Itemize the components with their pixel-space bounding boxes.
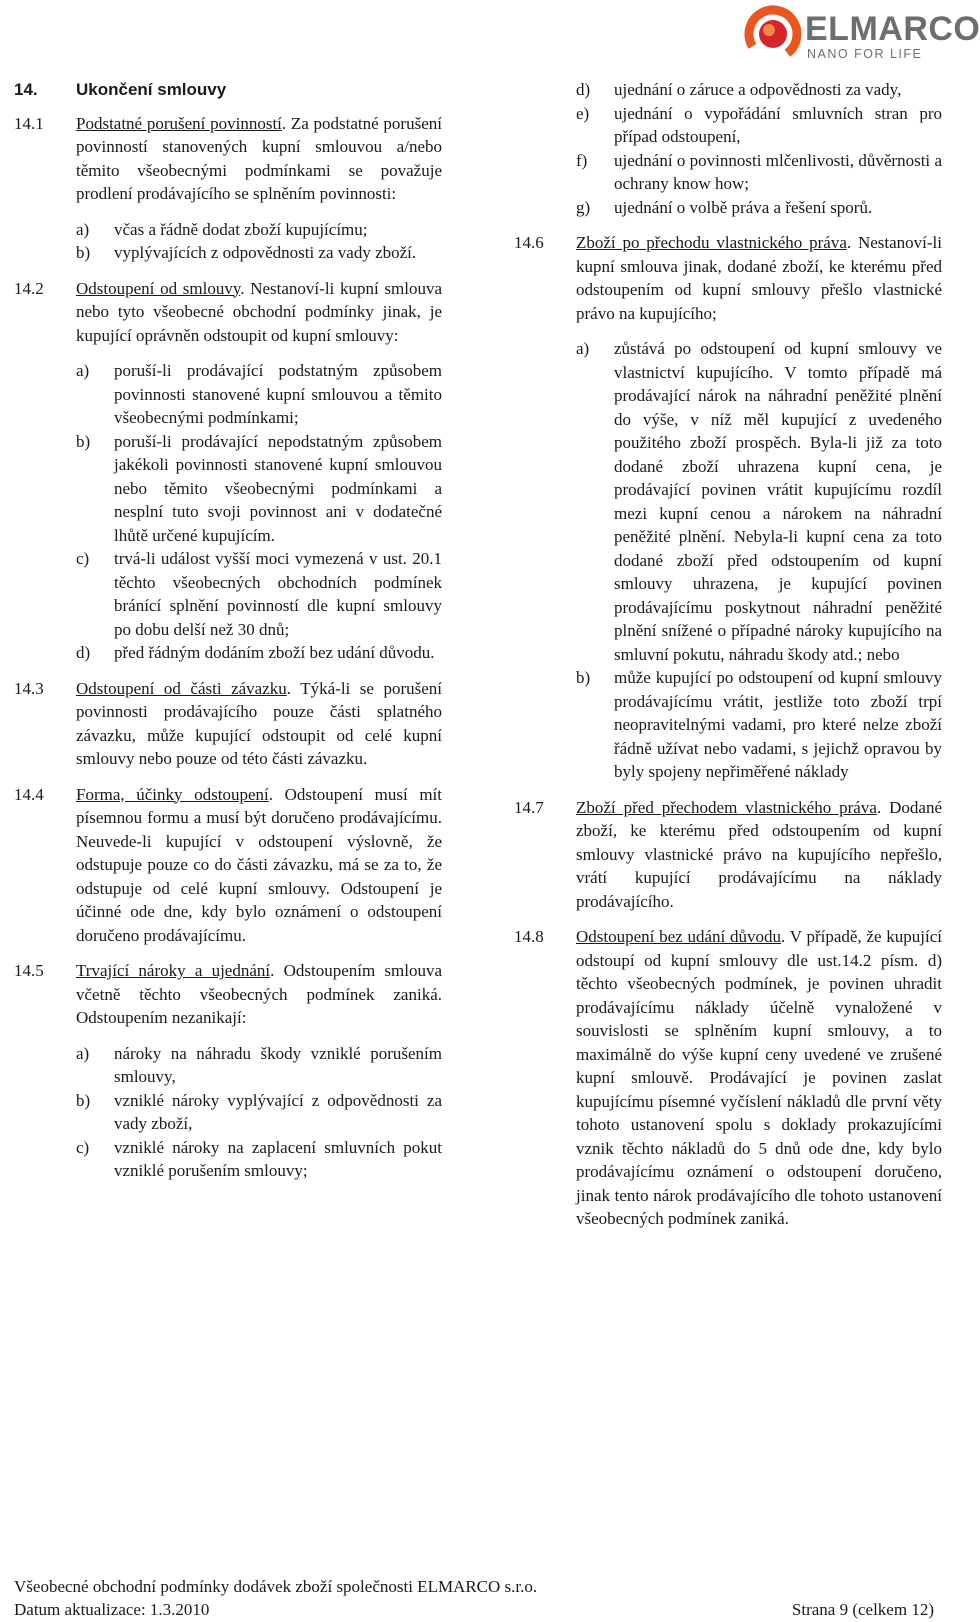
list-item: [76, 641, 442, 665]
page-footer: [14, 1575, 934, 1621]
list-item: [76, 1089, 442, 1136]
footer-page-number: Strana 9 (celkem 12): [791, 1600, 934, 1619]
item-letter: c): [76, 549, 90, 568]
item-letter: a): [76, 1043, 90, 1063]
clause-text: . Nestanoví-li kupní smlouva nebo tyto všeobecné obchodní podmínky jinak, je kupující oprávněn odstoupit od kupní smlouvy:: [76, 278, 443, 345]
item-letter: d): [76, 643, 91, 662]
logo-tagline: NANO FOR LIFE: [807, 47, 923, 61]
clause-number: 14.6: [514, 233, 544, 252]
list-item: [576, 78, 942, 102]
footer-row: [14, 1598, 934, 1621]
clause-title: Zboží po přechodu vlastnického práva: [576, 233, 847, 252]
list-item: [576, 149, 942, 196]
item-letter: c): [76, 1137, 90, 1157]
clause-number: 14.4: [14, 784, 44, 804]
item-letter: a): [576, 339, 590, 358]
item-letter: a): [76, 361, 90, 380]
clause-14-2-list: [76, 359, 442, 665]
footer-document-title: Všeobecné obchodní podmínky dodávek zboží společnosti ELMARCO s.r.o.: [14, 1577, 538, 1596]
list-item: [76, 359, 442, 430]
item-text: poruší-li prodávající podstatným způsobem povinnosti stanovené kupní smlouvou a těmito všeobecnými podmínkami;: [114, 361, 442, 427]
clause-text: . Odstoupení musí mít písemnou formu a musí být doručeno prodávajícímu. Neuvede-li kupující v odstoupení výslovně, že odstupuje pouze co do části závazku, má se za to, že odstupuje od celé kupní smlouvy. Odstoupení je účinné ode dne, kdy bylo oznámení o odstoupení doručeno prodávajícímu.: [76, 784, 442, 945]
list-item: [576, 102, 942, 149]
clause-14-1: [14, 112, 442, 206]
logo-brand-text: ELMARCO: [805, 10, 980, 48]
list-item: [576, 666, 942, 784]
section-heading: [14, 78, 442, 102]
item-letter: e): [576, 103, 590, 123]
clause-text: . Týká-li se porušení povinnosti prodávajícího pouze části splatného závazku, může kupující odstoupit od celé kupní smlouvy nebo pouze od této části závazku.: [76, 678, 442, 768]
item-text: ujednání o vypořádání smluvních stran pro případ odstoupení,: [614, 103, 942, 146]
clause-body: [576, 231, 942, 325]
list-item: [576, 196, 942, 220]
right-column: [514, 78, 942, 1243]
clause-14-8: [514, 925, 942, 1231]
item-text: ujednání o záruce a odpovědnosti za vady,: [614, 80, 902, 99]
list-item: [76, 218, 442, 242]
item-letter: a): [76, 219, 90, 239]
list-item: [76, 547, 442, 641]
item-text: trvá-li událost vyšší moci vymezená v ust. 20.1 těchto všeobecných obchodních podmínek bránící splnění povinností dle kupní smlouvy po dobu delší než 30 dnů;: [114, 549, 442, 639]
item-text: zůstává po odstoupení od kupní smlouvy ve vlastnictví kupujícího. V tomto případě má prodávající nárok na náhradní peněžité plnění do výše, v níž měl kupující z uvedeného použitého zboží prospěch. Byla-li již za toto dodané zboží uhrazena kupní cena, je prodávající povinen vrátit kupujícímu rozdíl mezi kupní cenou a nárokem na náhradní peněžité plnění. Nebyla-li kupní cena za toto dodané zboží před odstoupením od kupní smlouvy uhrazena, je kupující povinen prodávajícímu poskytnout náhradní peněžité plnění snížené o případné nároky kupujícího na smluvní pokutu, náhradu škody atd.; nebo: [614, 339, 942, 664]
item-letter: b): [76, 431, 91, 451]
clause-title: Forma, účinky odstoupení: [76, 784, 269, 804]
item-text: ujednání o povinnosti mlčenlivosti, důvěrnosti a ochrany know how;: [614, 150, 942, 193]
section-heading-title: Ukončení smlouvy: [76, 80, 227, 99]
item-text: vzniklé nároky na zaplacení smluvních pokut vzniklé porušením smlouvy;: [114, 1137, 442, 1180]
section-heading-number: 14.: [14, 80, 38, 99]
list-item: [76, 241, 442, 265]
item-text: poruší-li prodávající nepodstatným způsobem jakékoli povinnosti stanovené kupní smlouvou nebo těmito všeobecnými podmínkami a nesplní tuto svoji povinnost ani v dodatečné lhůtě určené kupujícím.: [114, 431, 442, 545]
clause-body: [76, 677, 442, 771]
clause-14-3: [14, 677, 442, 771]
clause-14-2: [14, 277, 442, 348]
clause-body: [76, 783, 442, 948]
clause-body: [76, 112, 442, 206]
list-item: [576, 337, 942, 666]
left-column: [14, 78, 442, 1195]
clause-title: Zboží před přechodem vlastnického práva: [576, 797, 877, 817]
clause-title: Odstoupení od smlouvy: [76, 278, 241, 298]
clause-body: [76, 959, 442, 1030]
clause-title: Odstoupení od části závazku: [76, 678, 287, 698]
clause-text: . Dodané zboží, ke kterému před odstoupením od kupní smlouvy vlastnické právo na kupujícího nepřešlo, vrátí kupující prodávajícímu na náklady prodávajícího.: [576, 797, 942, 911]
clause-14-5-list-continued: [576, 78, 942, 219]
clause-body: [576, 796, 942, 914]
item-letter: g): [576, 197, 591, 217]
item-text: nároky na náhradu škody vzniklé porušením smlouvy,: [114, 1043, 442, 1086]
clause-14-6: [514, 231, 942, 325]
list-item: [76, 1136, 442, 1183]
clause-number: 14.7: [514, 797, 544, 817]
clause-14-6-list: [576, 337, 942, 784]
clause-number: 14.1: [14, 113, 44, 133]
clause-number: 14.3: [14, 678, 44, 698]
clause-14-7: [514, 796, 942, 914]
item-text: před řádným dodáním zboží bez udání důvodu.: [114, 643, 435, 662]
clause-14-4: [14, 783, 442, 948]
list-item: [76, 1042, 442, 1089]
item-letter: f): [576, 150, 588, 170]
clause-body: [576, 925, 942, 1231]
item-text: vzniklé nároky vyplývající z odpovědnosti za vady zboží,: [114, 1090, 442, 1133]
item-text: ujednání o volbě práva a řešení sporů.: [614, 197, 873, 217]
item-letter: b): [76, 1090, 91, 1110]
company-logo: [745, 6, 980, 64]
elmarco-logo-mark-icon: [745, 6, 803, 62]
item-letter: b): [576, 668, 591, 687]
item-text: může kupující po odstoupení od kupní smlouvy prodávajícímu vrátit, jestliže toto zboží trpí neopravitelnými vadami, pro které nelze zboží řádně užívat nebo vadami, s jejichž opravou by byly spojeny nepřiměřené náklady: [614, 668, 942, 781]
clause-number: 14.8: [514, 927, 544, 946]
item-text: včas a řádně dodat zboží kupujícímu;: [114, 219, 368, 239]
clause-14-5-list: [76, 1042, 442, 1183]
footer-update-date: Datum aktualizace: 1.3.2010: [14, 1600, 210, 1619]
item-text: vyplývajících z odpovědnosti za vady zboží.: [114, 243, 417, 262]
clause-number: 14.5: [14, 961, 44, 980]
item-letter: d): [576, 80, 591, 99]
clause-title: Podstatné porušení povinností: [76, 113, 282, 133]
list-item: [76, 430, 442, 548]
clause-14-5: [14, 959, 442, 1030]
clause-text: . V případě, že kupující odstoupí od kupní smlouvy dle ust.14.2 písm. d) těchto všeobecných podmínek, je povinen uhradit prodávajícímu náklady účelně vynaložené v souvislosti se splněním kupní smlouvy, a to maximálně do výše kupní ceny uvedené ve zrušené kupní smlouvě. Prodávající je povinen zaslat kupujícímu písemné vyčíslení nákladů dle první věty tohoto ustanovení spolu s doklady prokazujícími vznik těchto nákladů do 5 dnů ode dne, kdy bylo prodávajícímu oznámení o odstoupení doručeno, jinak tento nárok prodávajícího dle tohoto ustanovení všeobecných podmínek zaniká.: [576, 927, 942, 1228]
clause-title: Trvající nároky a ujednání: [76, 961, 271, 980]
item-letter: b): [76, 243, 91, 262]
clause-text: . Nestanoví-li kupní smlouva jinak, dodané zboží, ke kterému před odstoupením od kupní smlouvy přešlo vlastnické právo na kupujícího;: [576, 233, 943, 323]
clause-14-1-list: [76, 218, 442, 265]
clause-text: . Za podstatné porušení povinností stanovených kupní smlouvou a/nebo těmito všeobecnými podmínkami se považuje prodlení prodávajícího se splněním povinnosti:: [76, 113, 442, 203]
clause-number: 14.2: [14, 278, 44, 298]
clause-body: [76, 277, 442, 348]
clause-title: Odstoupení bez udání důvodu: [576, 927, 782, 946]
clause-text: . Odstoupením smlouva včetně těchto všeobecných podmínek zaniká. Odstoupením nezanikají:: [76, 961, 443, 1027]
